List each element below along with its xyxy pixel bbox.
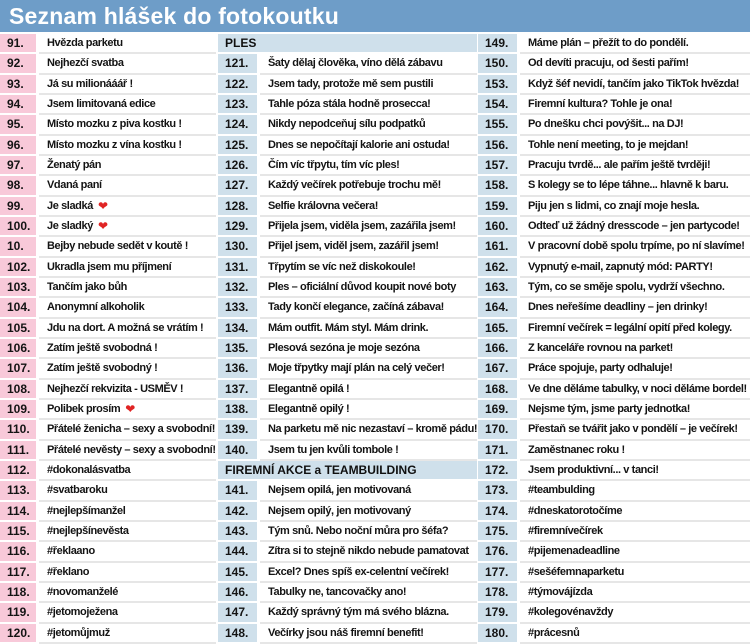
list-item bbox=[218, 95, 477, 115]
list-item bbox=[478, 624, 750, 644]
item-number: 160. bbox=[478, 217, 517, 237]
item-text: #nejlepšínevěsta bbox=[39, 522, 216, 542]
item-text: Zatím ještě svobodný ! bbox=[39, 359, 216, 379]
list-item bbox=[218, 278, 477, 298]
item-number: 130. bbox=[218, 237, 257, 257]
item-text: Po dnešku chci povýšit... na DJ! bbox=[520, 115, 750, 135]
item-number: 91. bbox=[0, 34, 36, 54]
item-number: 133. bbox=[218, 298, 257, 318]
item-text: Přijel jsem, viděl jsem, zazářil jsem! bbox=[260, 237, 477, 257]
item-number: 116. bbox=[0, 542, 36, 562]
list-item bbox=[478, 380, 750, 400]
item-number: 10. bbox=[0, 237, 36, 257]
item-text: Nejsme tým, jsme party jednotka! bbox=[520, 400, 750, 420]
item-text: Selfie královna večera! bbox=[260, 197, 477, 217]
list-item bbox=[0, 481, 216, 501]
item-number: 122. bbox=[218, 75, 257, 95]
item-number: 172. bbox=[478, 461, 517, 481]
list-item bbox=[218, 542, 477, 562]
phrase-list-content bbox=[0, 34, 750, 644]
item-number: 99. bbox=[0, 197, 36, 217]
list-item bbox=[218, 359, 477, 379]
list-item bbox=[0, 258, 216, 278]
item-number: 140. bbox=[218, 441, 257, 461]
list-item bbox=[218, 115, 477, 135]
item-text: #jetomoježena bbox=[39, 603, 216, 623]
item-number: 97. bbox=[0, 156, 36, 176]
item-number: 148. bbox=[218, 624, 257, 644]
item-number: 161. bbox=[478, 237, 517, 257]
list-item bbox=[0, 603, 216, 623]
item-number: 129. bbox=[218, 217, 257, 237]
item-number: 117. bbox=[0, 563, 36, 583]
list-item bbox=[478, 522, 750, 542]
item-number: 121. bbox=[218, 54, 257, 74]
list-item bbox=[218, 197, 477, 217]
item-number: 157. bbox=[478, 156, 517, 176]
list-item bbox=[478, 54, 750, 74]
item-number: 98. bbox=[0, 176, 36, 196]
item-number: 154. bbox=[478, 95, 517, 115]
item-text: #jetomůjmuž bbox=[39, 624, 216, 644]
item-text: Máme plán – přežít to do pondělí. bbox=[520, 34, 750, 54]
list-item bbox=[218, 583, 477, 603]
list-item bbox=[0, 583, 216, 603]
list-item bbox=[0, 420, 216, 440]
item-number: 113. bbox=[0, 481, 36, 501]
list-item bbox=[0, 136, 216, 156]
item-text: Nikdy nepodceňuj sílu podpatků bbox=[260, 115, 477, 135]
list-item bbox=[218, 420, 477, 440]
list-item bbox=[0, 319, 216, 339]
list-item bbox=[478, 400, 750, 420]
item-number: 123. bbox=[218, 95, 257, 115]
list-item bbox=[0, 115, 216, 135]
list-item bbox=[218, 217, 477, 237]
item-text: Když šéf nevidí, tančím jako TikTok hvězda! bbox=[520, 75, 750, 95]
item-number: 102. bbox=[0, 258, 36, 278]
item-number: 135. bbox=[218, 339, 257, 359]
list-item bbox=[0, 359, 216, 379]
list-item bbox=[478, 461, 750, 481]
list-item bbox=[218, 603, 477, 623]
list-item bbox=[478, 481, 750, 501]
item-text: Tančím jako bůh bbox=[39, 278, 216, 298]
item-text: Ženatý pán bbox=[39, 156, 216, 176]
item-text: Piju jen s lidmi, co znají moje hesla. bbox=[520, 197, 750, 217]
item-text: Vdaná paní bbox=[39, 176, 216, 196]
item-text: #týmovájízda bbox=[520, 583, 750, 603]
item-text: #dneskatorotočíme bbox=[520, 502, 750, 522]
item-number: 169. bbox=[478, 400, 517, 420]
item-number: 96. bbox=[0, 136, 36, 156]
item-number: 174. bbox=[478, 502, 517, 522]
item-number: 137. bbox=[218, 380, 257, 400]
item-number: 128. bbox=[218, 197, 257, 217]
item-number: 108. bbox=[0, 380, 36, 400]
list-item bbox=[218, 502, 477, 522]
list-item bbox=[218, 624, 477, 644]
item-text: Vypnutý e-mail, zapnutý mód: PARTY! bbox=[520, 258, 750, 278]
item-number: 153. bbox=[478, 75, 517, 95]
item-text: Excel? Dnes spíš ex-celentní večírek! bbox=[260, 563, 477, 583]
item-number: 118. bbox=[0, 583, 36, 603]
list-item bbox=[0, 278, 216, 298]
item-text: Je sladký ❤ bbox=[39, 217, 216, 237]
item-text: #dokonalásvatba bbox=[39, 461, 216, 481]
list-item bbox=[478, 237, 750, 257]
item-number: 175. bbox=[478, 522, 517, 542]
item-number: 139. bbox=[218, 420, 257, 440]
item-number: 171. bbox=[478, 441, 517, 461]
phrase-column-1 bbox=[0, 34, 216, 644]
item-number: 100. bbox=[0, 217, 36, 237]
list-item bbox=[218, 339, 477, 359]
list-item bbox=[478, 339, 750, 359]
list-item bbox=[218, 176, 477, 196]
item-number: 132. bbox=[218, 278, 257, 298]
item-text: #řeklano bbox=[39, 563, 216, 583]
item-number: 112. bbox=[0, 461, 36, 481]
item-text: Dnes neřešíme deadliny – jen drinky! bbox=[520, 298, 750, 318]
list-item bbox=[478, 197, 750, 217]
list-item bbox=[218, 156, 477, 176]
list-item bbox=[0, 522, 216, 542]
item-text: Odteď už žádný dresscode – jen partycode! bbox=[520, 217, 750, 237]
list-item bbox=[478, 278, 750, 298]
list-item bbox=[0, 380, 216, 400]
list-item bbox=[478, 420, 750, 440]
item-number: 158. bbox=[478, 176, 517, 196]
item-number: 105. bbox=[0, 319, 36, 339]
phrase-column-3 bbox=[478, 34, 750, 644]
item-number: 94. bbox=[0, 95, 36, 115]
list-item bbox=[478, 583, 750, 603]
item-number: 176. bbox=[478, 542, 517, 562]
list-item bbox=[0, 339, 216, 359]
item-number: 156. bbox=[478, 136, 517, 156]
list-item bbox=[0, 461, 216, 481]
item-text: #svatbaroku bbox=[39, 481, 216, 501]
item-number: 177. bbox=[478, 563, 517, 583]
item-number: 170. bbox=[478, 420, 517, 440]
item-number: 150. bbox=[478, 54, 517, 74]
item-number: 178. bbox=[478, 583, 517, 603]
item-number: 166. bbox=[478, 339, 517, 359]
item-text: Šaty dělaj člověka, víno dělá zábavu bbox=[260, 54, 477, 74]
item-number: 143. bbox=[218, 522, 257, 542]
heart-icon: ❤ bbox=[97, 198, 109, 213]
item-text: Hvězda parketu bbox=[39, 34, 216, 54]
item-number: 136. bbox=[218, 359, 257, 379]
list-item bbox=[478, 319, 750, 339]
list-item bbox=[478, 502, 750, 522]
item-text: #teambulding bbox=[520, 481, 750, 501]
item-number: 103. bbox=[0, 278, 36, 298]
list-item bbox=[218, 481, 477, 501]
item-text: #kolegovénavždy bbox=[520, 603, 750, 623]
item-text: Místo mozku z piva kostku ! bbox=[39, 115, 216, 135]
item-text: Plesová sezóna je moje sezóna bbox=[260, 339, 477, 359]
item-number: 141. bbox=[218, 481, 257, 501]
item-text: Firemní kultura? Tohle je ona! bbox=[520, 95, 750, 115]
item-text: #řeklaano bbox=[39, 542, 216, 562]
item-number: 110. bbox=[0, 420, 36, 440]
item-number: 104. bbox=[0, 298, 36, 318]
item-number: 92. bbox=[0, 54, 36, 74]
item-text: Zítra si to stejně nikdo nebude pamatovat bbox=[260, 542, 477, 562]
list-item bbox=[0, 54, 216, 74]
item-number: 159. bbox=[478, 197, 517, 217]
item-text: Jsem limitovaná edice bbox=[39, 95, 216, 115]
list-item bbox=[478, 95, 750, 115]
list-item bbox=[0, 176, 216, 196]
list-item bbox=[0, 75, 216, 95]
item-text: Přijela jsem, viděla jsem, zazářila jsem! bbox=[260, 217, 477, 237]
item-text: #firemnívečírek bbox=[520, 522, 750, 542]
item-text: Tým snů. Nebo noční můra pro šéfa? bbox=[260, 522, 477, 542]
item-text: Firemní večírek = legální opití před kolegy. bbox=[520, 319, 750, 339]
list-item bbox=[478, 359, 750, 379]
item-text: Třpytím se víc než diskokoule! bbox=[260, 258, 477, 278]
list-item bbox=[218, 136, 477, 156]
item-text: Elegantně opilý ! bbox=[260, 400, 477, 420]
item-text: Mám outfit. Mám styl. Mám drink. bbox=[260, 319, 477, 339]
list-item bbox=[0, 441, 216, 461]
item-text: Ples – oficiální důvod koupit nové boty bbox=[260, 278, 477, 298]
list-item bbox=[478, 441, 750, 461]
item-text: Večírky jsou náš firemní benefit! bbox=[260, 624, 477, 644]
item-text: Na parketu mě nic nezastaví – kromě pádu! bbox=[260, 420, 477, 440]
item-text: Moje třpytky mají plán na celý večer! bbox=[260, 359, 477, 379]
list-item bbox=[478, 298, 750, 318]
item-text: Tabulky ne, tancovačky ano! bbox=[260, 583, 477, 603]
item-number: 173. bbox=[478, 481, 517, 501]
item-text: Jdu na dort. A možná se vrátím ! bbox=[39, 319, 216, 339]
heart-icon: ❤ bbox=[125, 402, 136, 417]
section-header: PLES bbox=[218, 34, 477, 54]
list-item bbox=[478, 542, 750, 562]
list-item bbox=[218, 258, 477, 278]
list-item bbox=[0, 217, 216, 237]
item-number: 162. bbox=[478, 258, 517, 278]
item-number: 138. bbox=[218, 400, 257, 420]
item-number: 95. bbox=[0, 115, 36, 135]
item-number: 120. bbox=[0, 624, 36, 644]
list-item bbox=[0, 563, 216, 583]
item-number: 179. bbox=[478, 603, 517, 623]
item-text: Místo mozku z vína kostku ! bbox=[39, 136, 216, 156]
list-item bbox=[478, 34, 750, 54]
item-text: Já su milionááář ! bbox=[39, 75, 216, 95]
list-item bbox=[0, 298, 216, 318]
list-item bbox=[0, 197, 216, 217]
item-number: 164. bbox=[478, 298, 517, 318]
list-item bbox=[218, 237, 477, 257]
item-text: Dnes se nepočítají kalorie ani ostuda! bbox=[260, 136, 477, 156]
item-number: 111. bbox=[0, 441, 36, 461]
item-text: Nejsem opilý, jen motivovaný bbox=[260, 502, 477, 522]
list-item bbox=[478, 217, 750, 237]
page-title: Seznam hlášek do fotokoutku bbox=[9, 2, 340, 29]
item-text: Jsem tu jen kvůli tombole ! bbox=[260, 441, 477, 461]
item-number: 127. bbox=[218, 176, 257, 196]
item-text: Ukradla jsem mu příjmení bbox=[39, 258, 216, 278]
item-number: 125. bbox=[218, 136, 257, 156]
item-number: 124. bbox=[218, 115, 257, 135]
item-number: 163. bbox=[478, 278, 517, 298]
item-number: 107. bbox=[0, 359, 36, 379]
item-text: Nejhezčí rekvizita - USMĚV ! bbox=[39, 380, 216, 400]
item-number: 115. bbox=[0, 522, 36, 542]
list-item bbox=[218, 319, 477, 339]
item-number: 149. bbox=[478, 34, 517, 54]
item-text: Čím víc třpytu, tím víc ples! bbox=[260, 156, 477, 176]
item-text: Nejhezčí svatba bbox=[39, 54, 216, 74]
list-item bbox=[0, 34, 216, 54]
item-number: 131. bbox=[218, 258, 257, 278]
item-text: Tým, co se směje spolu, vydrží všechno. bbox=[520, 278, 750, 298]
item-number: 142. bbox=[218, 502, 257, 522]
item-text: Je sladká ❤ bbox=[39, 197, 216, 217]
item-number: 147. bbox=[218, 603, 257, 623]
item-number: 106. bbox=[0, 339, 36, 359]
item-text: Jsem tady, protože mě sem pustili bbox=[260, 75, 477, 95]
item-number: 145. bbox=[218, 563, 257, 583]
item-text: V pracovní době spolu trpíme, po ní slavíme! bbox=[520, 237, 750, 257]
item-number: 134. bbox=[218, 319, 257, 339]
item-text: Jsem produktivní... v tanci! bbox=[520, 461, 750, 481]
list-item bbox=[218, 298, 477, 318]
list-item bbox=[0, 542, 216, 562]
item-text: Každý správný tým má svého blázna. bbox=[260, 603, 477, 623]
list-item bbox=[478, 563, 750, 583]
item-number: 167. bbox=[478, 359, 517, 379]
list-item bbox=[218, 441, 477, 461]
list-item bbox=[0, 95, 216, 115]
heart-icon: ❤ bbox=[97, 219, 109, 234]
list-item bbox=[478, 156, 750, 176]
item-text: Z kanceláře rovnou na parket! bbox=[520, 339, 750, 359]
item-text: Bejby nebude sedět v koutě ! bbox=[39, 237, 216, 257]
list-item bbox=[218, 563, 477, 583]
item-text: #nejlepšímanžel bbox=[39, 502, 216, 522]
list-item bbox=[478, 75, 750, 95]
list-item bbox=[0, 400, 216, 420]
list-item bbox=[218, 75, 477, 95]
item-text: Tohle není meeting, to je mejdan! bbox=[520, 136, 750, 156]
item-text: #novomanželé bbox=[39, 583, 216, 603]
item-text: Tahle póza stála hodně prosecca! bbox=[260, 95, 477, 115]
item-text: Zaměstnanec roku ! bbox=[520, 441, 750, 461]
item-number: 165. bbox=[478, 319, 517, 339]
item-number: 109. bbox=[0, 400, 36, 420]
item-number: 114. bbox=[0, 502, 36, 522]
item-text: S kolegy se to lépe táhne... hlavně k baru. bbox=[520, 176, 750, 196]
list-item bbox=[218, 54, 477, 74]
item-text: Ve dne děláme tabulky, v noci děláme bordel! bbox=[520, 380, 750, 400]
item-number: 126. bbox=[218, 156, 257, 176]
item-text: Přátelé nevěsty – sexy a svobodní! bbox=[39, 441, 216, 461]
item-text: Anonymní alkoholik bbox=[39, 298, 216, 318]
list-item bbox=[478, 258, 750, 278]
list-item bbox=[478, 176, 750, 196]
list-item bbox=[478, 136, 750, 156]
item-text: Polibek prosím ❤ bbox=[39, 400, 216, 420]
list-item bbox=[0, 502, 216, 522]
item-text: Přestaň se tvářit jako v pondělí – je večírek! bbox=[520, 420, 750, 440]
item-text: Práce spojuje, party odhaluje! bbox=[520, 359, 750, 379]
item-text: Pracuju tvrdě... ale pařím ještě tvrději! bbox=[520, 156, 750, 176]
list-item bbox=[0, 237, 216, 257]
item-text: Tady končí elegance, začíná zábava! bbox=[260, 298, 477, 318]
page-title-bar bbox=[0, 0, 750, 32]
item-number: 93. bbox=[0, 75, 36, 95]
item-text: Nejsem opilá, jen motivovaná bbox=[260, 481, 477, 501]
item-number: 155. bbox=[478, 115, 517, 135]
list-item bbox=[478, 115, 750, 135]
list-item bbox=[218, 400, 477, 420]
item-text: Elegantně opilá ! bbox=[260, 380, 477, 400]
item-number: 119. bbox=[0, 603, 36, 623]
phrase-column-2 bbox=[218, 34, 478, 644]
item-text: Od devíti pracuju, od šesti pařím! bbox=[520, 54, 750, 74]
item-number: 180. bbox=[478, 624, 517, 644]
item-number: 168. bbox=[478, 380, 517, 400]
section-header: FIREMNÍ AKCE a TEAMBUILDING bbox=[218, 461, 477, 481]
item-text: #prácesnů bbox=[520, 624, 750, 644]
item-text: Přátelé ženicha – sexy a svobodní! bbox=[39, 420, 216, 440]
list-item bbox=[218, 380, 477, 400]
list-item bbox=[0, 156, 216, 176]
item-number: 144. bbox=[218, 542, 257, 562]
item-text: #pijemenadeadline bbox=[520, 542, 750, 562]
item-text: Zatím ještě svobodná ! bbox=[39, 339, 216, 359]
list-item bbox=[0, 624, 216, 644]
item-text: Každý večírek potřebuje trochu mě! bbox=[260, 176, 477, 196]
item-text: #sešéfemnaparketu bbox=[520, 563, 750, 583]
list-item bbox=[218, 522, 477, 542]
list-item bbox=[478, 603, 750, 623]
item-number: 146. bbox=[218, 583, 257, 603]
